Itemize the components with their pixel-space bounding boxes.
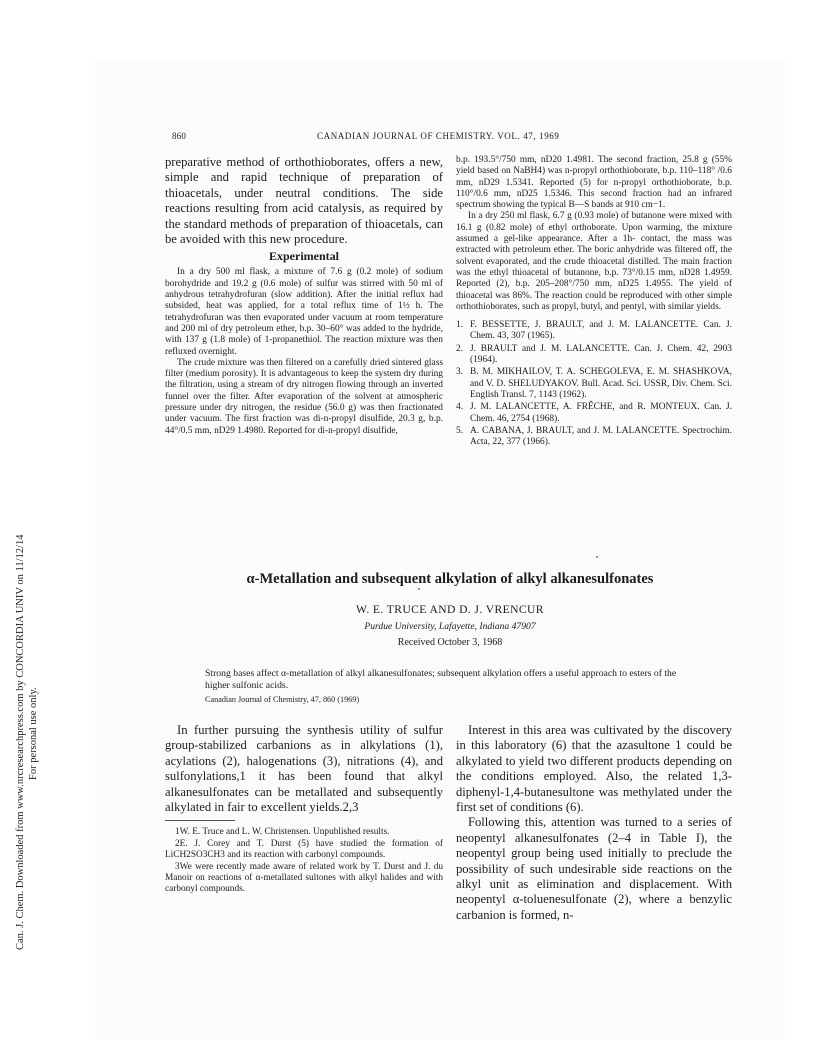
body-paragraph-3: Following this, attention was turned to a series of neopentyl alkanesulfonates (2–4 in Table I), the neopentyl group being used initially to preclude the possibility of such undesirable side reactions on the alkyl unit as elimination and displacement. With neopentyl α-toluenesulfonate (2), where a benzylic carbanion is formed, n-: [456, 815, 732, 922]
scan-speck: [418, 588, 420, 590]
download-watermark: [14, 535, 40, 950]
reference-text: J. BRAULT and J. M. LALANCETTE. Can. J. Chem. 42, 2903 (1964).: [470, 343, 732, 366]
reference-number: 1.: [456, 320, 464, 331]
article-affiliation: Purdue University, Lafayette, Indiana 47907: [364, 621, 536, 632]
reference-text: B. M. MIKHAILOV, T. A. SCHEGOLEVA, E. M. SHASHKOVA, and V. D. SHELUDYAKOV. Bull. Acad. Sci. USSR, Div. Chem. Sci. English Transl. 7, 1143 (1962).: [470, 367, 732, 400]
watermark-line-1: Can. J. Chem. Downloaded from www.nrcresearchpress.com by CONCORDIA UNIV on 11/12/14: [15, 534, 26, 950]
footnote-1: 1W. E. Truce and L. W. Christensen. Unpublished results.: [175, 827, 390, 838]
article-title: α-Metallation and subsequent alkylation of alkyl alkanesulfonates: [246, 571, 654, 587]
footnote-3: 3We were recently made aware of related work by T. Durst and J. du Manoir on reactions of α-metallated sultones with alkyl halides and with carbonyl compounds.: [165, 862, 443, 894]
page-number: 860: [172, 131, 187, 141]
experimental-paragraph-3: b.p. 193.5°/750 mm, nD20 1.4981. The second fraction, 25.8 g (55% yield based on NaBH4) was n-propyl orthothioborate, b.p. 110–118° /0.6 mm, nD29 1.5341. Reported (5) for n-propyl orthothioborate, b.p. 110°/0.6 mm, nD25 1.5346. This second fraction had an infrared spectrum showing the typical B—S bands at 910 cm−1.: [456, 155, 732, 211]
reference-text: A. CABANA, J. BRAULT, and J. M. LALANCETTE. Spectrochim. Acta, 22, 377 (1966).: [470, 425, 732, 448]
body-paragraph-1: In further pursuing the synthesis utility of sulfur group-stabilized carbanions as in alkylations (1), acylations (2), halogenations (3), nitrations (4), and sulfonylations,1 it has been found that alkyl alkanesulfonates can be metallated and subsequently alkylated in fair to excellent yields.2,3: [165, 723, 443, 815]
reference-number: 5.: [456, 425, 464, 436]
reference-list: [456, 320, 732, 448]
footnote-2: 2E. J. Corey and T. Durst (5) have studied the formation of LiCH2SO3CH3 and its reaction with carbonyl compounds.: [165, 839, 443, 861]
experimental-paragraph-2: The crude mixture was then filtered on a carefully dried sintered glass filter (medium porosity). It is advantageous to keep the system dry during the filtration, using a stream of dry nitrogen flowing through an inverted funnel over the filter. After evaporation of the solvent at atmospheric pressure under dry nitrogen, the residue (56.0 g) was then fractionated under vacuum. The first fraction was di-n-propyl disulfide, 20.3 g, b.p. 44°/0.5 mm, nD29 1.4980. Reported for di-n-propyl disulfide,: [165, 357, 443, 436]
intro-paragraph: preparative method of orthothioborates, offers a new, simple and rapid technique of preparation of thioacetals, under neutral conditions. The side reactions resulting from acid catalysis, as required by the standard methods of preparation of thioacetals, can be avoided with this new procedure.: [165, 155, 443, 247]
reference-text: J. M. LALANCETTE, A. FRÊCHE, and R. MONTEUX. Can. J. Chem. 46, 2754 (1968).: [470, 402, 732, 424]
reference-number: 2.: [456, 343, 464, 354]
reference-item: [456, 320, 732, 343]
reference-item: [456, 426, 732, 449]
reference-item: [456, 344, 732, 367]
reference-text: F. BESSETTE, J. BRAULT, and J. M. LALANCETTE. Can. J. Chem. 43, 307 (1965).: [470, 320, 732, 342]
reference-number: 3.: [456, 367, 464, 378]
received-date: Received October 3, 1968: [397, 637, 503, 648]
article-right-column: [456, 723, 732, 923]
reference-item: [456, 402, 732, 425]
article-abstract: Strong bases affect α-metallation of alkyl alkanesulfonates; subsequent alkylation offers a useful approach to esters of the higher sulfonic acids.: [205, 668, 677, 691]
reference-item: [456, 367, 732, 401]
previous-article-right-column: [456, 155, 732, 449]
experimental-paragraph-1: In a dry 500 ml flask, a mixture of 7.6 g (0.2 mole) of sodium borohydride and 19.2 g (0.6 mole) of sulfur was stirred with 50 ml of anhydrous tetrahydrofuran (slow addition). After the initial reflux had subsided, heat was applied, for a total reflux time of 1½ h. The tetrahydrofuran was then evaporated under vacuum at room temperature and 200 ml of dry petroleum ether, b.p. 30–60° was added to the hydride, with 137 g (1.8 mole) of 1-propanethiol. The reaction mixture was then refluxed overnight.: [165, 267, 443, 357]
scan-speck: [596, 556, 598, 558]
experimental-heading: Experimental: [269, 249, 339, 264]
article-left-column: [165, 723, 443, 896]
journal-citation: Canadian Journal of Chemistry, 47, 860 (1969): [205, 695, 360, 704]
experimental-paragraph-4: In a dry 250 ml flask, 6.7 g (0.93 mole) of butanone were mixed with 16.1 g (0.82 mole) of ethyl orthoborate. Upon warming, the mixture assumed a gel-like appearance. After a 1h- contact, the mass was extracted with petroleum ether. The boric anhydride was filtered off, the solvent evaporated, and the crude thioacetal distilled. The main fraction was the ethyl thioacetal of butanone, b.p. 73°/0.15 mm, nD28 1.4959. Reported (2), b.p. 205–208°/750 mm, nD25 1.4955. The yield of thioacetal was 86%. The reaction could be reproduced with other simple orthothioborates, such as propyl, butyl, and pentyl, with similar yields.: [456, 211, 732, 312]
reference-number: 4.: [456, 402, 464, 413]
journal-title: CANADIAN JOURNAL OF CHEMISTRY. VOL. 47, 1969: [317, 131, 560, 141]
previous-article-left-column: [165, 155, 443, 437]
footnote-divider: [165, 820, 235, 821]
article-authors: W. E. TRUCE AND D. J. VRENCUR: [356, 603, 544, 616]
body-paragraph-2: Interest in this area was cultivated by the discovery in this laboratory (6) that the azasultone 1 could be alkylated to yield two different products depending on the conditions employed. Also, the related 1,3-diphenyl-1,4-butanesultone was methylated under the first set of conditions (6).: [456, 723, 732, 815]
watermark-line-2: For personal use only.: [28, 687, 39, 780]
